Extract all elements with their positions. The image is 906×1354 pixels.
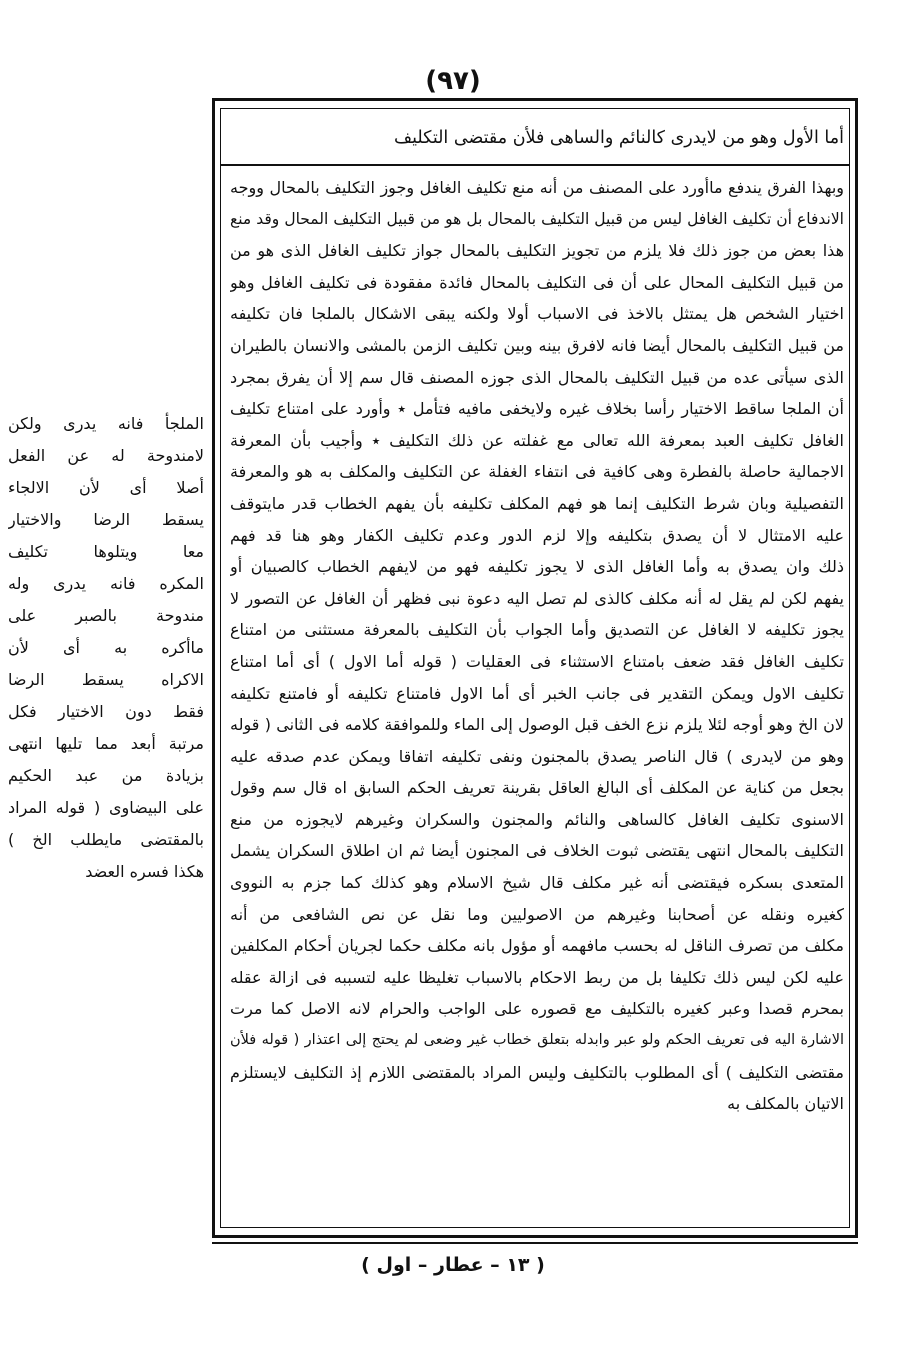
margin-gloss bbox=[8, 408, 204, 888]
body-line: عليه الامتثال لا أن يصدق بتكليفه وإلا لزم الدور وعدم تكليف الكفار وهو هنا قد فهم bbox=[230, 525, 844, 545]
body-line: تكليف الغافل فقد ضعف بامتناع الاستثناء فى العقليات ( قوله أما الاول ) أى أما امتناع bbox=[230, 651, 844, 671]
body-line: اختيار الشخص هل يمتثل بالاخذ فى الاسباب أولا ولكنه يبقى الاشكال بالملجا فان تكليفه bbox=[230, 304, 844, 324]
body-line: مقتضى التكليف ) أى المطلوب بالتكليف وليس المراد بالمقتضى اللازم إذ التكليف لايستلزم bbox=[230, 1062, 844, 1082]
margin-line: بزيادة من عبد الحكيم bbox=[8, 766, 204, 785]
margin-line: يسقط الرضا والاختيار bbox=[8, 510, 204, 529]
margin-line: فقط دون الاختيار فكل bbox=[8, 702, 204, 721]
margin-line: ماأكره به أى لأن bbox=[8, 638, 204, 657]
body-line: المتعدى بسكره فيقتضى أنه غير مكلف قال شيخ الاسلام وهو كذلك كما جزم به النووى bbox=[230, 873, 844, 893]
body-line: ذلك وان يصدق به وأما الغافل الذى لا يجوز تكليفه فهو من لايفهم الخطاب كالصبيان أو bbox=[230, 557, 844, 577]
margin-line: هكذا فسره العضد bbox=[85, 862, 204, 881]
body-line: هذا بعض من جوز ذلك فلا يلزم من تجويز التكليف بالمحال جواز تكليف الغافل الذى هو من bbox=[230, 241, 844, 261]
body-line: التفصيلية وبان شرط التكليف إنما هو فهم المكلف تكليفه بأن يفهم الخطاب قدر مايتوقف bbox=[230, 493, 844, 513]
body-line: من قبيل التكليف المحال على أن فى التكليف بالمحال فائدة مفقودة فى تكليف الغافل وهو bbox=[230, 272, 844, 292]
signature-mark: ( ١٣ – عطار – اول ) bbox=[361, 1254, 545, 1276]
margin-line: المكره فانه يدرى وله bbox=[8, 574, 204, 593]
body-line: تكليف الاول ويمكن التقدير فى جانب الخبر أى أما الاول فامتناع تكليفه أو فامتنع تكليفه bbox=[230, 683, 844, 703]
body-line: التكليف بالمحال انتهى يقتضى ثبوت الخلاف فى المجنون أيضا ثم ان اطلاق السكران يشمل bbox=[230, 841, 844, 861]
margin-line: بالمقتضى مايطلب الخ ) bbox=[8, 830, 204, 849]
body-line: الاتيان بالمكلف به bbox=[727, 1094, 844, 1114]
commentary-body bbox=[230, 172, 844, 1222]
margin-line: الاكراه يسقط الرضا bbox=[8, 670, 204, 689]
body-line: أن الملجا ساقط الاختيار رأسا بخلاف غيره ولايخفى مافيه فتأمل ٭ وأورد على امتناع تكليف bbox=[230, 399, 844, 419]
body-line: الذى سيأتى عده من قبيل التكليف بالمحال الذى جوزه المصنف قال سم إلا أن يفرق بمجرد bbox=[230, 367, 844, 387]
page-number: (٩٧) bbox=[425, 66, 481, 96]
body-line: مكلف من تصرف الناقل له بحسب مافهمه أو مؤول بانه مكلف حكما لجريان أحكام المكلفين bbox=[230, 936, 844, 956]
body-line: لان الخ وهو أوجه لئلا يلزم نزع الخف قبل الوصول إلى الماء وللموافقة كلامه فى الثانى ( قوله bbox=[230, 715, 844, 735]
matn-header-text: أما الأول وهو من لايدرى كالنائم والساهى فلأن مقتضى التكليف bbox=[393, 128, 844, 148]
body-line: يفهم لكن لم يقل له أنه مكلف كالذى لم تصل اليه دعوة نبى فظهر أن الغافل عن التصور لا bbox=[230, 588, 844, 608]
body-line: وبهذا الفرق يندفع ماأورد على المصنف من أنه منع تكليف الغافل وجوز التكليف بالمحال ووجه bbox=[230, 178, 844, 197]
body-line: عليه لكن ليس ذلك تكليفا بل من ربط الاحكام بالاسباب تغليظا عليه لتسببه فى ازالة عقله bbox=[230, 967, 844, 987]
body-line: بجعل من كناية عن المكلف أى البالغ العاقل بقرينة تعريف الحكم السابق اه قال سم وقول bbox=[230, 778, 844, 798]
body-line: الغافل تكليف العبد بمعرفة الله تعالى مع غفلته عن ذلك التكليف ٭ وأجيب بأن المعرفة bbox=[230, 430, 844, 450]
margin-line: مرتبة أبعد مما تليها انتهى bbox=[8, 734, 204, 753]
body-line: يجوز تكليفه لا الغافل عن التصديق وأما الجواب بأن التكليف بالمعرفة مستثنى من امتناع bbox=[230, 620, 844, 640]
body-line: الاجمالية حاصلة بالفطرة وهى كافية فى انتفاء الغفلة عن التكليف والمكلف به هو والمعرفة bbox=[230, 462, 844, 482]
margin-line: أصلا أى لأن الالجاء bbox=[8, 478, 204, 497]
margin-line: معا ويتلوها تكليف bbox=[8, 542, 204, 561]
header-divider bbox=[220, 164, 850, 166]
body-line: من قبيل التكليف بالمحال أيضا فانه لافرق بينه وبين تكليف الزمن بالمشى والانسان بالطيران bbox=[230, 335, 844, 355]
body-line: بمحرم قصدا وعبر كغيره بالتكليف مع قصوره على الواجب والحرام لانه الاصل كما مرت bbox=[230, 999, 844, 1019]
footer-divider bbox=[212, 1242, 858, 1244]
margin-line: الملجأ فانه يدرى ولكن bbox=[8, 414, 204, 433]
body-line: الاندفاع أن تكليف الغافل ليس من قبيل التكليف بالمحال بل هو من قبيل التكليف المحال وقد منع bbox=[230, 209, 844, 228]
body-line: وهو من لايدرى ) قال الناصر يصدق بالمجنون ونفى تكليفه اتفاقا ويمكن عدم صدقه عليه bbox=[230, 746, 844, 766]
margin-line: مندوحة بالصبر على bbox=[8, 606, 204, 625]
margin-line: على البيضاوى ( قوله المراد bbox=[8, 798, 204, 817]
body-line: كغيره ونقله عن أصحابنا وغيرهم من الاصوليين وما نقل عن نص الشافعى من أنه bbox=[230, 904, 844, 924]
body-line: الاشارة اليه فى تعريف الحكم ولو عبر وابدله بتعلق خطاب غير وضعى لم يحتج إلى اعتذار ( قوله فلأن bbox=[230, 1032, 844, 1049]
body-line: الاسنوى تكليف الغافل كالساهى والنائم والمجنون والسكران وغيرهم لايجوزه من منع bbox=[230, 809, 844, 829]
margin-line: لامندوحة له عن الفعل bbox=[8, 446, 204, 465]
